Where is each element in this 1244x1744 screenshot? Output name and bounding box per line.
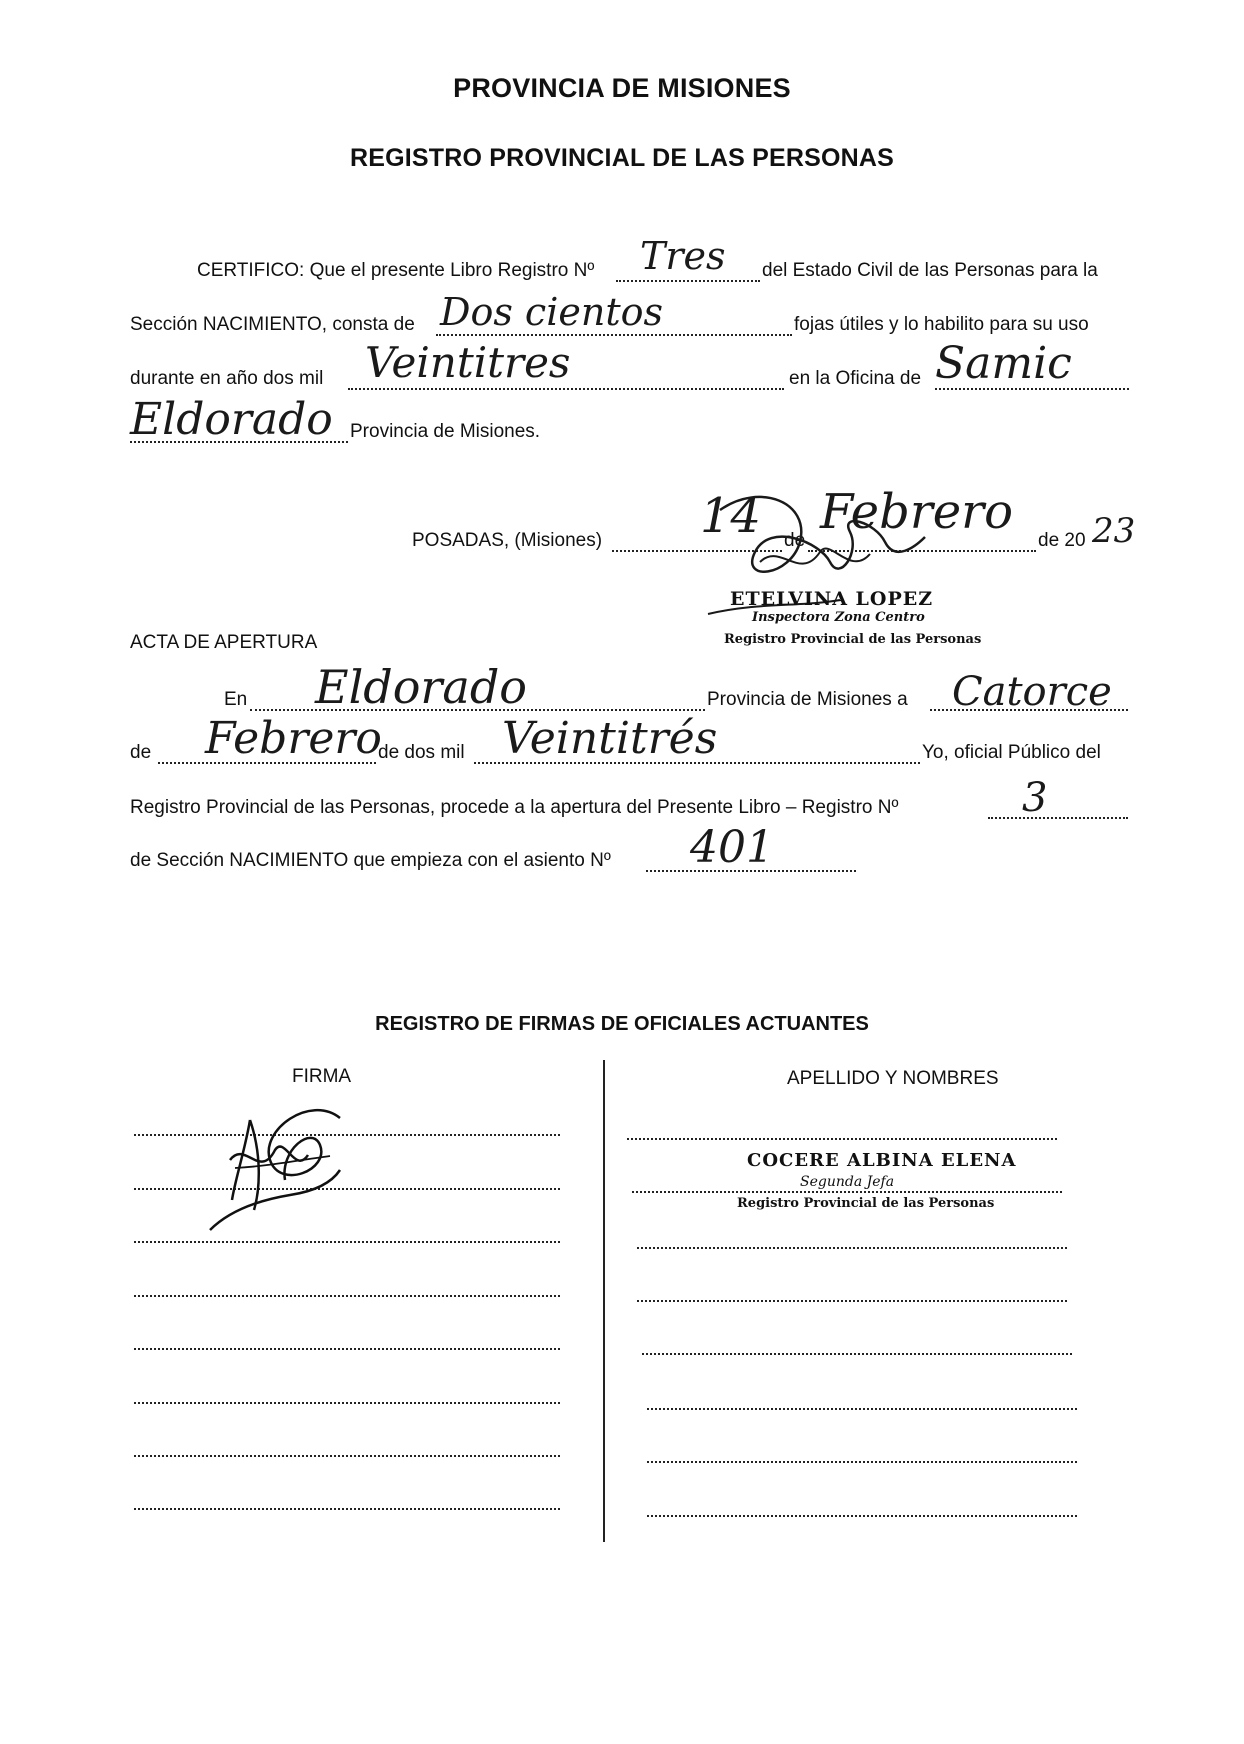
nombre-line-4 [637, 1300, 1067, 1302]
stamp2-name: COCERE ALBINA ELENA [747, 1150, 1017, 1171]
stamp2-office: Registro Provincial de las Personas [737, 1196, 995, 1211]
cert-line2-prefix: Sección NACIMIENTO, consta de [130, 314, 415, 335]
handwritten-year: 23 [1092, 511, 1136, 551]
column-divider [603, 1060, 605, 1542]
acta-line2-prefix: de [130, 742, 152, 763]
cert-line4-suffix: Provincia de Misiones. [350, 421, 541, 442]
blank-anio [348, 388, 784, 390]
cert-line1-prefix: CERTIFICO: Que el presente Libro Registro Nº [197, 260, 595, 281]
cert-line3-middle: en la Oficina de [789, 368, 922, 389]
blank-libro-num [616, 280, 760, 282]
column-header-nombres: APELLIDO Y NOMBRES [787, 1068, 999, 1089]
firma-line-5 [134, 1348, 560, 1350]
cert-line1-suffix: del Estado Civil de las Personas para la [762, 260, 1098, 281]
handwritten-acta-anio: Veintitrés [502, 713, 718, 764]
handwritten-acta-mes: Febrero [205, 713, 382, 764]
document-subtitle: REGISTRO PROVINCIAL DE LAS PERSONAS [349, 144, 895, 172]
acta-line2-middle: de dos mil [378, 742, 465, 763]
date-place: POSADAS, (Misiones) [412, 530, 603, 551]
nombre-line-5 [642, 1353, 1072, 1355]
firmas-heading: REGISTRO DE FIRMAS DE OFICIALES ACTUANTES [375, 1013, 869, 1035]
signature-oficial [190, 1100, 360, 1240]
cert-line2-suffix: fojas útiles y lo habilito para su uso [794, 314, 1089, 335]
firma-line-7 [134, 1455, 560, 1457]
firma-line-4 [134, 1295, 560, 1297]
handwritten-oficina: Samic [935, 338, 1072, 389]
column-header-firma: FIRMA [292, 1066, 352, 1087]
handwritten-registro-num: 3 [1022, 775, 1048, 821]
cert-line3-prefix: durante en año dos mil [130, 368, 324, 389]
nombre-line-6 [647, 1408, 1077, 1410]
acta-line1-prefix: En [224, 689, 248, 710]
stamp-name: ETELVINA LOPEZ [730, 588, 934, 610]
document-title: PROVINCIA DE MISIONES [453, 73, 791, 103]
firma-line-8 [134, 1508, 560, 1510]
handwritten-lugar: Eldorado [315, 660, 527, 714]
nombre-line-7 [647, 1461, 1077, 1463]
firma-line-6 [134, 1402, 560, 1404]
nombre-line-2 [632, 1191, 1062, 1193]
handwritten-mes: Febrero [820, 484, 1014, 540]
stamp-role: Inspectora Zona Centro [752, 610, 925, 625]
stamp2-role: Segunda Jefa [800, 1174, 895, 1190]
blank-fojas [436, 334, 792, 336]
acta-line2-suffix: Yo, oficial Público del [922, 742, 1101, 763]
acta-line3-prefix: Registro Provincial de las Personas, procede a la apertura del Presente Libro – Registro Nº [130, 797, 899, 818]
nombre-line-3 [637, 1247, 1067, 1249]
date-de: de [784, 530, 806, 551]
handwritten-oficina-cont: Eldorado [130, 394, 333, 445]
handwritten-libro-num: Tres [640, 234, 726, 278]
acta-line1-middle: Provincia de Misiones a [707, 689, 908, 710]
handwritten-dia: 14 [700, 488, 762, 544]
nombre-line-8 [647, 1515, 1077, 1517]
handwritten-asiento-num: 401 [690, 822, 774, 873]
acta-line4-prefix: de Sección NACIMIENTO que empieza con el asiento Nº [130, 850, 611, 871]
nombre-line-1 [627, 1138, 1057, 1140]
handwritten-anio: Veintitres [365, 338, 571, 387]
stamp-office: Registro Provincial de las Personas [724, 632, 982, 647]
handwritten-fojas: Dos cientos [440, 290, 663, 334]
firma-line-3 [134, 1241, 560, 1243]
handwritten-acta-dia: Catorce [952, 669, 1112, 715]
acta-heading: ACTA DE APERTURA [130, 632, 318, 653]
date-year-prefix: de 20 [1038, 530, 1086, 551]
blank-registro-num [988, 817, 1128, 819]
